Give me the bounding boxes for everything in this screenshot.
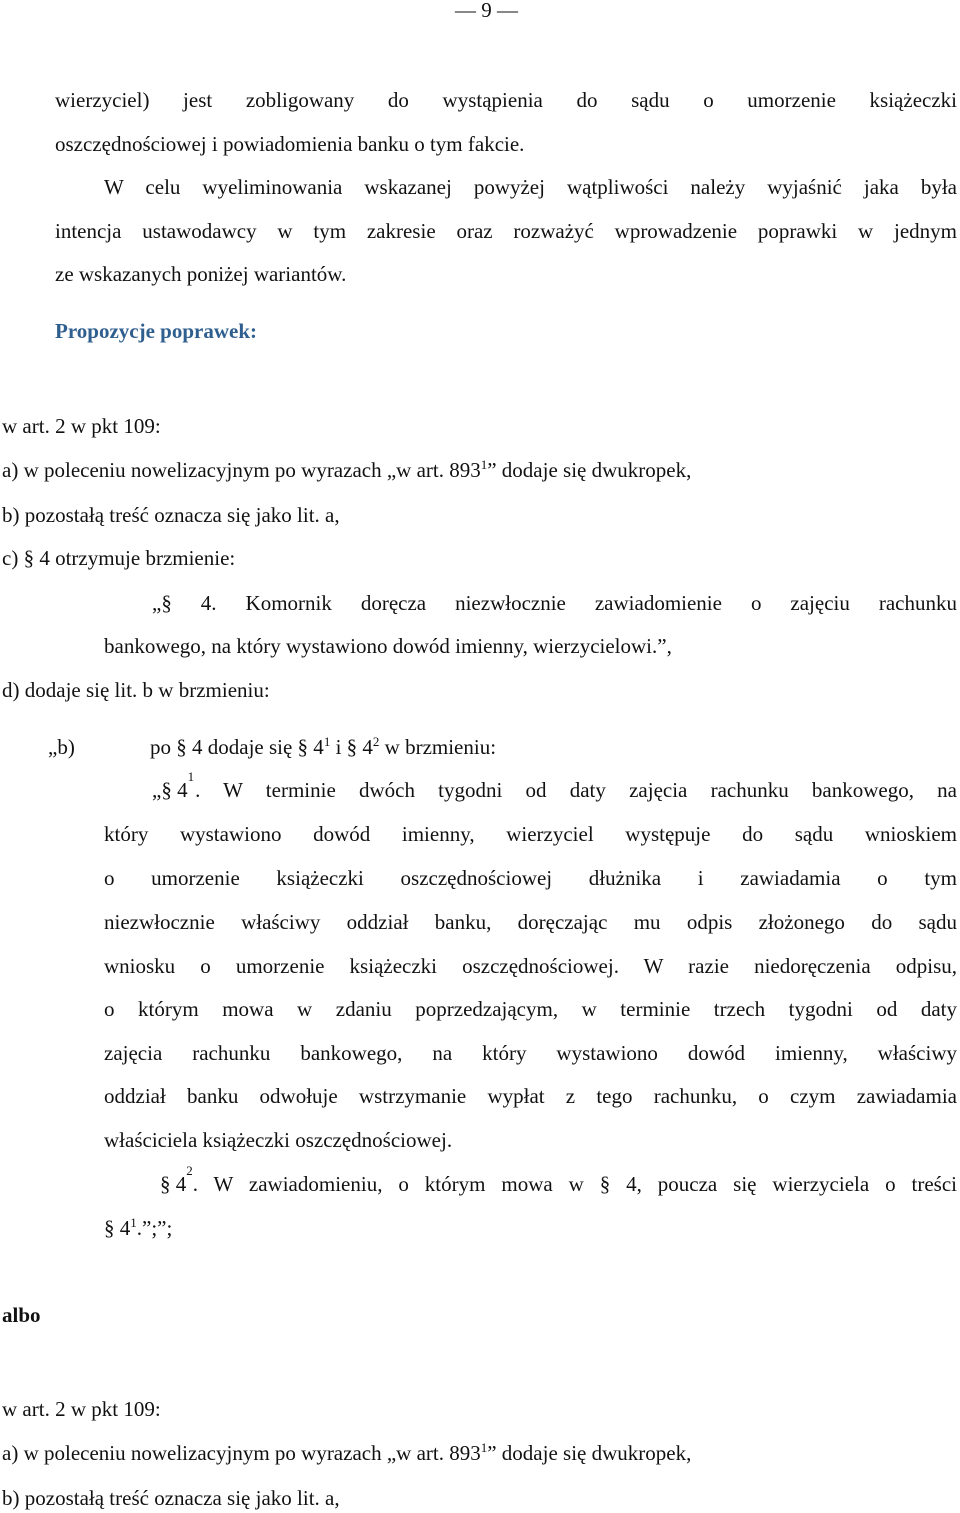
v2-item-a-sup: 1 — [480, 1440, 488, 1455]
p41-line-3: o umorzenie książeczki oszczędnościowej dłużnika i zawiadamia o tym — [104, 866, 957, 890]
p41-line-1 — [152, 769, 957, 803]
v1-item-c: c) § 4 otrzymuje brzmienie: — [2, 546, 236, 570]
v1-item-c-text-1: „§ 4. Komornik doręcza niezwłocznie zawiadomienie o zajęciu rachunku — [152, 591, 957, 615]
p41-line-1-text: . W terminie dwóch tygodni od daty zajęcia rachunku bankowego, na — [195, 778, 957, 802]
v1-item-a-text: a) w poleceniu nowelizacyjnym po wyrazach „w art. 893 — [2, 458, 481, 482]
p41-line-2: który wystawiono dowód imienny, wierzyciel występuje do sądu wnioskiem — [104, 822, 957, 846]
p42-end-post: .”;”; — [136, 1216, 173, 1240]
albo-separator: albo — [2, 1303, 41, 1327]
v1-item-d-pre: po § 4 dodaje się § 4 — [150, 735, 324, 759]
v1-item-d-mid: i § 4 — [330, 735, 373, 759]
v2-intro: w art. 2 w pkt 109: — [2, 1397, 161, 1421]
p41-line-4: niezwłocznie właściwy oddział banku, doręczając mu odpis złożonego do sądu — [104, 910, 957, 934]
amendments-heading: Propozycje poprawek: — [55, 319, 257, 343]
p41-line-7: zajęcia rachunku bankowego, na który wystawiono dowód imienny, właściwy — [104, 1041, 957, 1065]
v2-item-a — [2, 1440, 691, 1466]
p42-prefix: § 4 — [160, 1172, 187, 1196]
v1-item-a-sup: 1 — [480, 457, 488, 472]
p42-line-2 — [104, 1215, 172, 1241]
paragraph-line-2: oszczędnościowej i powiadomienia banku o tym fakcie. — [55, 132, 525, 156]
v1-item-d-sup2: 2 — [372, 734, 380, 749]
page-number: — 9 — — [455, 0, 518, 22]
v1-item-b: b) pozostałą treść oznacza się jako lit. a, — [2, 503, 340, 527]
v2-item-a-rest: ” dodaje się dwukropek, — [487, 1441, 692, 1465]
v1-item-a — [2, 457, 691, 483]
p42-end-sup: 1 — [130, 1215, 137, 1230]
p42-sup: 2 — [186, 1163, 193, 1178]
p41-sup: 1 — [187, 769, 195, 784]
v1-item-d-post: w brzmieniu: — [379, 735, 497, 759]
p42-line-1 — [160, 1163, 957, 1197]
v1-item-d-text — [150, 734, 496, 760]
paragraph-line-5: ze wskazanych poniżej wariantów. — [55, 262, 347, 286]
p41-line-8: oddział banku odwołuje wstrzymanie wypłat z tego rachunku, o czym zawiadamia — [104, 1084, 957, 1108]
v1-item-d: d) dodaje się lit. b w brzmieniu: — [2, 678, 270, 702]
paragraph-line-1: wierzyciel) jest zobligowany do wystąpienia do sądu o umorzenie książeczki — [55, 88, 957, 112]
p41-prefix: „§ 4 — [152, 778, 188, 802]
p42-end-prefix: § 4 — [104, 1216, 131, 1240]
v1-item-d-label: „b) — [48, 735, 75, 759]
v2-item-b: b) pozostałą treść oznacza się jako lit. a, — [2, 1486, 340, 1510]
p42-text: . W zawiadomieniu, o którym mowa w § 4, poucza się wierzyciela o treści — [192, 1172, 957, 1196]
p41-line-5: wniosku o umorzenie książeczki oszczędnościowej. W razie niedoręczenia odpisu, — [104, 954, 957, 978]
v1-item-a-rest: ” dodaje się dwukropek, — [487, 458, 692, 482]
v1-item-c-text-2: bankowego, na który wystawiono dowód imienny, wierzycielowi.”, — [104, 634, 672, 658]
v1-intro: w art. 2 w pkt 109: — [2, 414, 161, 438]
p41-line-9: właściciela książeczki oszczędnościowej. — [104, 1128, 453, 1152]
paragraph-line-4: intencja ustawodawcy w tym zakresie oraz rozważyć wprowadzenie poprawki w jednym — [55, 219, 957, 243]
paragraph-line-3: W celu wyeliminowania wskazanej powyżej wątpliwości należy wyjaśnić jaka była — [104, 175, 957, 199]
v1-item-d-sup1: 1 — [323, 734, 331, 749]
p41-line-6: o którym mowa w zdaniu poprzedzającym, w terminie trzech tygodni od daty — [104, 997, 957, 1021]
v2-item-a-text: a) w poleceniu nowelizacyjnym po wyrazach „w art. 893 — [2, 1441, 481, 1465]
